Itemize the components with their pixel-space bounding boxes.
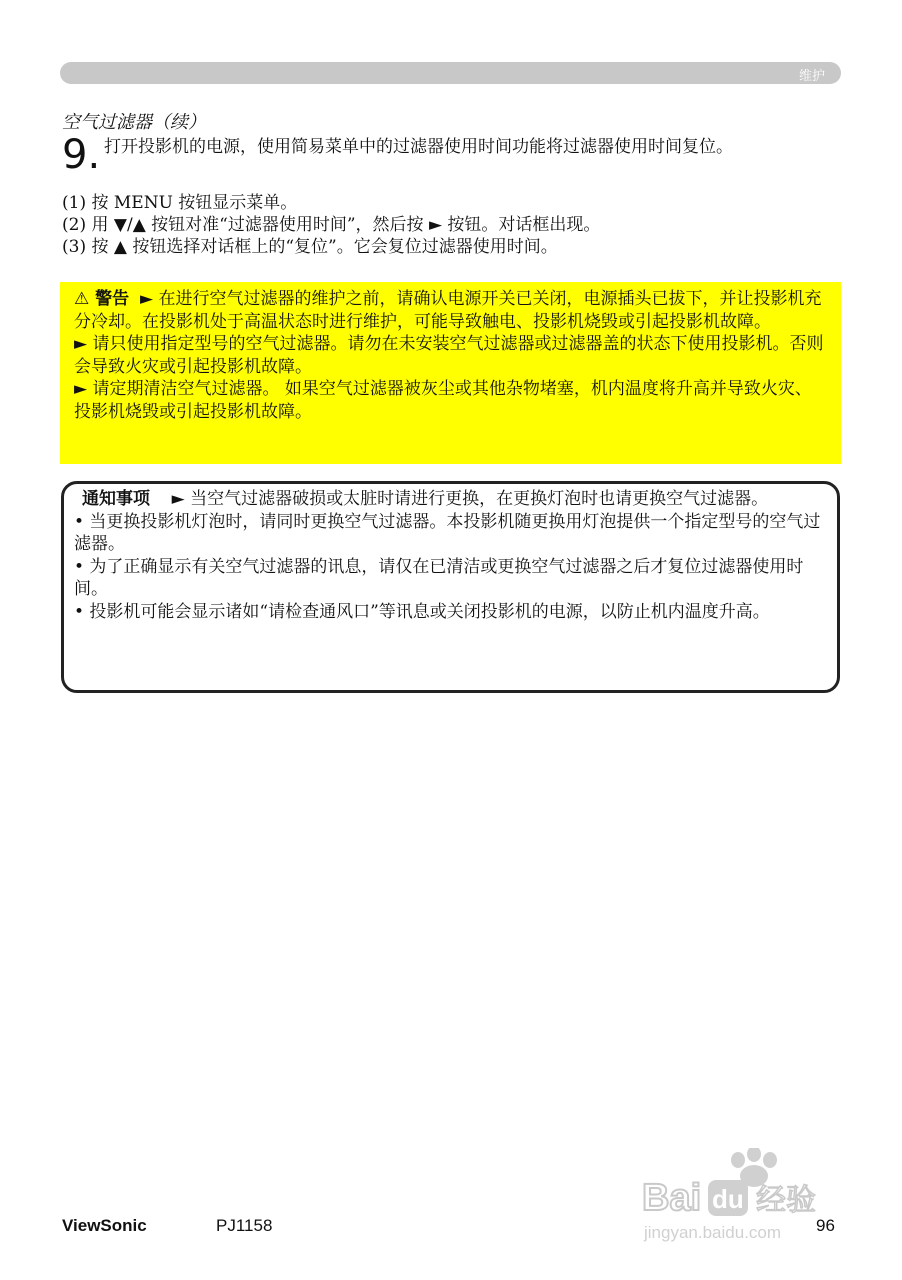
page-number: 96 (816, 1216, 835, 1235)
header-bar (60, 62, 841, 84)
page-title: 空气过滤器（续） (62, 112, 206, 133)
section-label: 维护 (798, 69, 825, 84)
svg-text:du: du (712, 1184, 744, 1214)
substep-item: (3) 按 ▲ 按钮选择对话框上的“复位”。它会复位过滤器使用时间。 (62, 237, 558, 257)
warning-paragraph: ► 请定期清洁空气过滤器。 如果空气过滤器被灰尘或其他杂物堵塞，机内温度将升高并导致火灾、投影机烧毁或引起投影机故障。 (74, 379, 812, 422)
notice-heading: 通知事项 (82, 489, 150, 509)
notice-paragraph: • 为了正确显示有关空气过滤器的讯息，请仅在已清洁或更换空气过滤器之后才复位过滤器使用时间。 (74, 556, 804, 599)
step-text: 打开投影机的电源，使用简易菜单中的过滤器使用时间功能将过滤器使用时间复位。 (104, 137, 733, 157)
warning-paragraph (74, 288, 827, 333)
warning-heading: ⚠ 警告 (74, 289, 130, 309)
notice-paragraph (74, 488, 827, 511)
warning-paragraph: ► 请只使用指定型号的空气过滤器。请勿在未安装空气过滤器或过滤器盖的状态下使用投影机。否则会导致火灾或引起投影机故障。 (74, 334, 824, 377)
notice-text: ► 当空气过滤器破损或太脏时请进行更换，在更换灯泡时也请更换空气过滤器。 (171, 489, 769, 509)
substep-list (62, 192, 842, 258)
baidu-watermark (640, 1148, 870, 1244)
notice-paragraph: • 当更换投影机灯泡时，请同时更换空气过滤器。本投影机随更换用灯泡提供一个指定型号的空气过滤器。 (74, 511, 821, 554)
warning-box (60, 282, 841, 464)
warning-text: ► 在进行空气过滤器的维护之前，请确认电源开关已关闭，电源插头已拔下，并让投影机充分冷却。在投影机处于高温状态时进行维护，可能导致触电、投影机烧毁或引起投影机故障。 (74, 289, 822, 332)
watermark-url: jingyan.baidu.com (644, 1223, 782, 1242)
notice-box (61, 481, 840, 693)
substep-item: (2) 用 ▼/▲ 按钮对准“过滤器使用时间”，然后按 ► 按钮。对话框出现。 (62, 215, 601, 235)
step-number: 9. (62, 132, 101, 178)
notice-paragraph: • 投影机可能会显示诸如“请检查通风口”等讯息或关闭投影机的电源，以防止机内温度升高。 (74, 601, 770, 622)
footer-model: PJ1158 (216, 1216, 273, 1235)
substep-item: (1) 按 MENU 按钮显示菜单。 (62, 193, 298, 213)
footer-brand: ViewSonic (62, 1216, 147, 1235)
svg-text:Bai: Bai (642, 1177, 702, 1219)
svg-text:经验: 经验 (756, 1183, 816, 1218)
